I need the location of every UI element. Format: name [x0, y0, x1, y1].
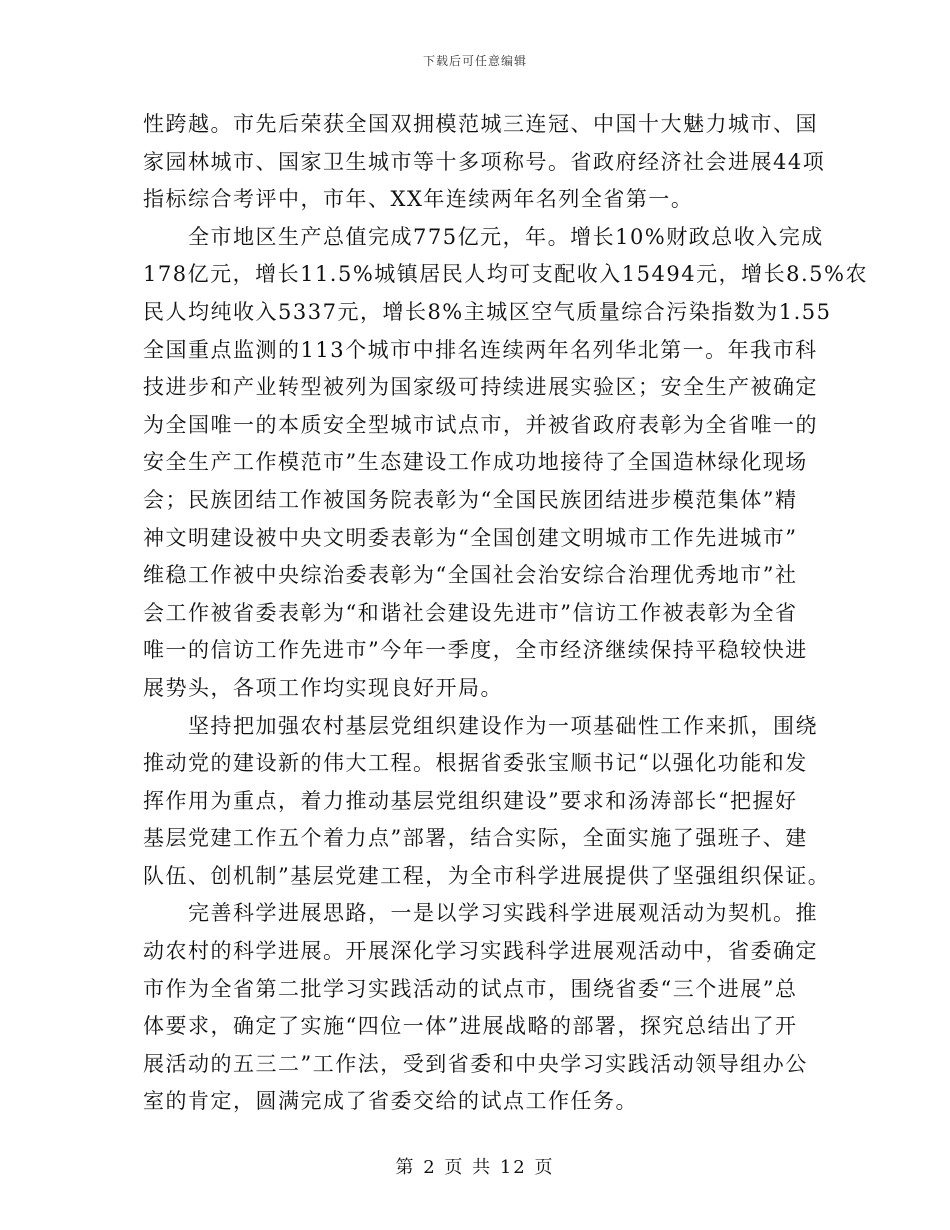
- text-line: 基层党建工作五个着力点”部署，结合实际，全面实施了强班子、建: [143, 826, 808, 851]
- text-line: 队伍、创机制”基层党建工程，为全市科学进展提供了坚强组织保证。: [143, 863, 831, 888]
- text-line: 性跨越。市先后荣获全国双拥模范城三连冠、中国十大魅力城市、国: [143, 112, 818, 136]
- text-line: 指标综合考评中，市年、XX年连续两年名列全省第一。: [143, 187, 694, 212]
- text-line: 展活动的五三二”工作法，受到省委和中央学习实践活动领导组办公: [143, 1051, 808, 1076]
- text-line: 安全生产工作模范市”生态建设工作成功地接待了全国造林绿化现场: [143, 450, 808, 475]
- page-number: 第 2 页 共 12 页: [395, 1157, 555, 1178]
- text-line: 神文明建设被中央文明委表彰为“全国创建文明城市工作先进城市”: [143, 525, 798, 550]
- text-line: 民人均纯收入5337元，增长8%主城区空气质量综合污染指数为1.55: [143, 299, 832, 324]
- text-line: 室的肯定，圆满完成了省委交给的试点工作任务。: [143, 1089, 638, 1114]
- text-line: 为全国唯一的本质安全型城市试点市，并被省政府表彰为全省唯一的: [143, 412, 818, 437]
- document-body: [143, 106, 868, 1121]
- text-line: 技进步和产业转型被列为国家级可持续进展实验区；安全生产被确定: [143, 375, 818, 400]
- text-line: 推动党的建设新的伟大工程。根据省委张宝顺书记“以强化功能和发: [143, 751, 808, 776]
- text-line: 会工作被省委表彰为“和谐社会建设先进市”信访工作被表彰为全省: [143, 600, 798, 625]
- text-line: 全国重点监测的113个城市中排名连续两年名列华北第一。年我市科: [143, 337, 818, 362]
- page-header: 下载后可任意编辑: [422, 54, 527, 68]
- text-line: 完善科学进展思路，一是以学习实践科学进展观活动为契机。推: [143, 901, 818, 926]
- text-line: 坚持把加强农村基层党组织建设作为一项基础性工作来抓，围绕: [143, 713, 818, 738]
- text-line: 动农村的科学进展。开展深化学习实践科学进展观活动中，省委确定: [143, 939, 818, 964]
- text-line: 挥作用为重点，着力推动基层党组织建设”要求和汤涛部长“把握好: [143, 788, 798, 813]
- text-line: 全市地区生产总值完成775亿元，年。增长10%财政总收入完成: [143, 224, 824, 249]
- text-line: 市作为全省第二批学习实践活动的试点市，围绕省委“三个进展”总: [143, 976, 798, 1001]
- text-line: 家园林城市、国家卫生城市等十多项称号。省政府经济社会进展44项: [143, 149, 826, 174]
- text-line: 体要求，确定了实施“四位一体”进展战略的部署，探究总结出了开: [143, 1014, 798, 1039]
- text-line: 唯一的信访工作先进市”今年一季度，全市经济继续保持平稳较快进: [143, 638, 808, 663]
- text-line: 维稳工作被中央综治委表彰为“全国社会治安综合治理优秀地市”社: [143, 563, 798, 588]
- text-line: 会；民族团结工作被国务院表彰为“全国民族团结进步模范集体”精: [143, 487, 798, 512]
- text-line: 178亿元，增长11.5%城镇居民人均可支配收入15494元，增长8.5%农: [143, 262, 868, 287]
- text-line: 展势头，各项工作均实现良好开局。: [143, 675, 503, 700]
